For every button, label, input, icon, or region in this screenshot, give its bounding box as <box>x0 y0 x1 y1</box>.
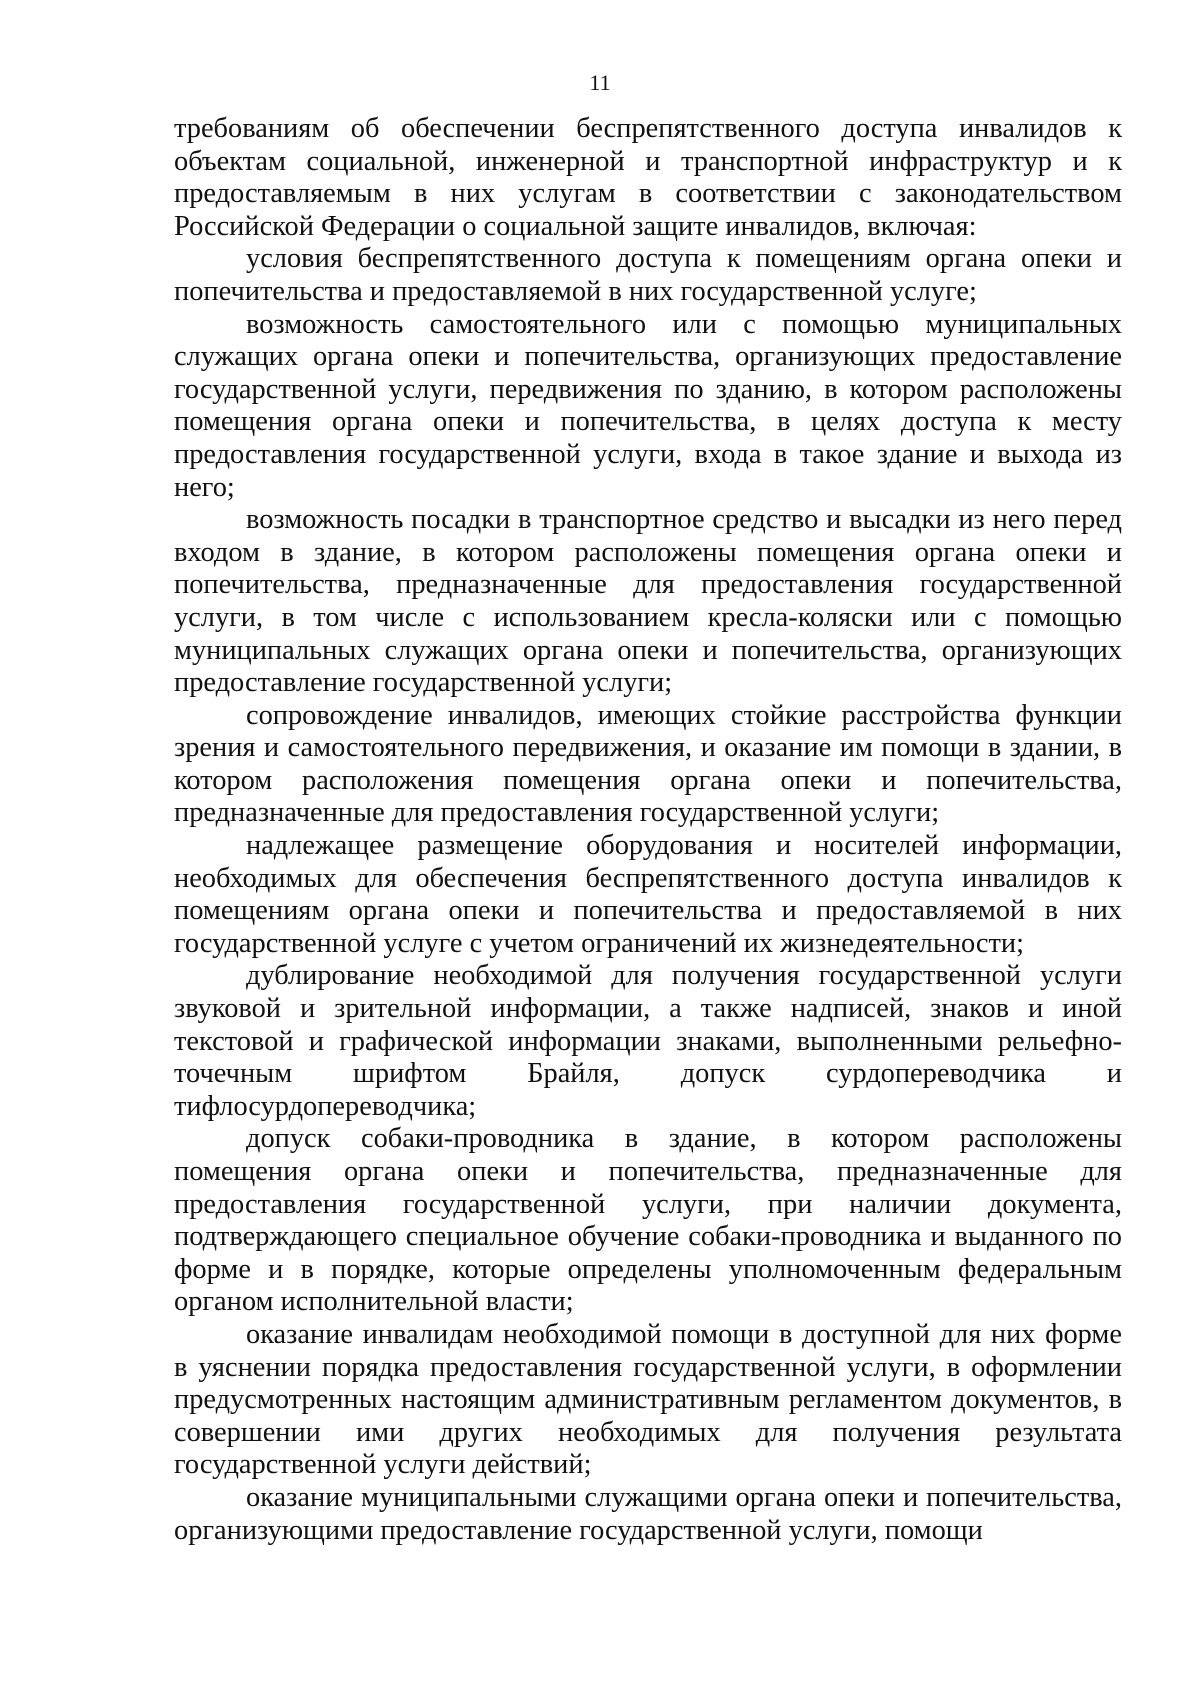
paragraph: возможность посадки в транспортное средство и высадки из него перед входом в здание, в котором расположены помещения органа опеки и попечительства, предназначенные для предоставления государственной услуги, в том числе с использованием кресла-коляски или с помощью муниципальных служащих органа опеки и попечительства, организующих предоставление государственной услуги; <box>174 504 1122 699</box>
document-body <box>174 113 1122 1547</box>
paragraph: требованиям об обеспечении беспрепятственного доступа инвалидов к объектам социальной, инженерной и транспортной инфраструктур и к предоставляемым в них услугам в соответствии с законодательством Российской Федерации о социальной защите инвалидов, включая: <box>174 113 1122 242</box>
paragraph: возможность самостоятельного или с помощью муниципальных служащих органа опеки и попечительства, организующих предоставление государственной услуги, передвижения по зданию, в котором расположены помещения органа опеки и попечительства, в целях доступа к месту предоставления государственной услуги, входа в такое здание и выхода из него; <box>174 308 1122 503</box>
paragraph: оказание муниципальными служащими органа опеки и попечительства, организующими предоставление государственной услуги, помощи <box>174 1481 1122 1546</box>
paragraph: допуск собаки-проводника в здание, в котором расположены помещения органа опеки и попечительства, предназначенные для предоставления государственной услуги, при наличии документа, подтверждающего специальное обучение собаки-проводника и выданного по форме и в порядке, которые определены уполномоченным федеральным органом исполнительной власти; <box>174 1123 1122 1318</box>
paragraph: условия беспрепятственного доступа к помещениям органа опеки и попечительства и предоставляемой в них государственной услуге; <box>174 243 1122 307</box>
paragraph: дублирование необходимой для получения государственной услуги звуковой и зрительной информации, а также надписей, знаков и иной текстовой и графической информации знаками, выполненными рельефно-точечным шрифтом Брайля, допуск сурдопереводчика и тифлосурдопереводчика; <box>174 960 1122 1122</box>
paragraph: сопровождение инвалидов, имеющих стойкие расстройства функции зрения и самостоятельного передвижения, и оказание им помощи в здании, в котором расположения помещения органа опеки и попечительства, предназначенные для предоставления государственной услуги; <box>174 699 1122 829</box>
paragraph: надлежащее размещение оборудования и носителей информации, необходимых для обеспечения беспрепятственного доступа инвалидов к помещениям органа опеки и попечительства и предоставляемой в них государственной услуге с учетом ограничений их жизнедеятельности; <box>174 830 1122 959</box>
page-number: 11 <box>589 70 611 95</box>
paragraph: оказание инвалидам необходимой помощи в доступной для них форме в уяснении порядка предоставления государственной услуги, в оформлении предусмотренных настоящим административным регламентом документов, в совершении ими других необходимых для получения результата государственной услуги действий; <box>174 1318 1122 1481</box>
